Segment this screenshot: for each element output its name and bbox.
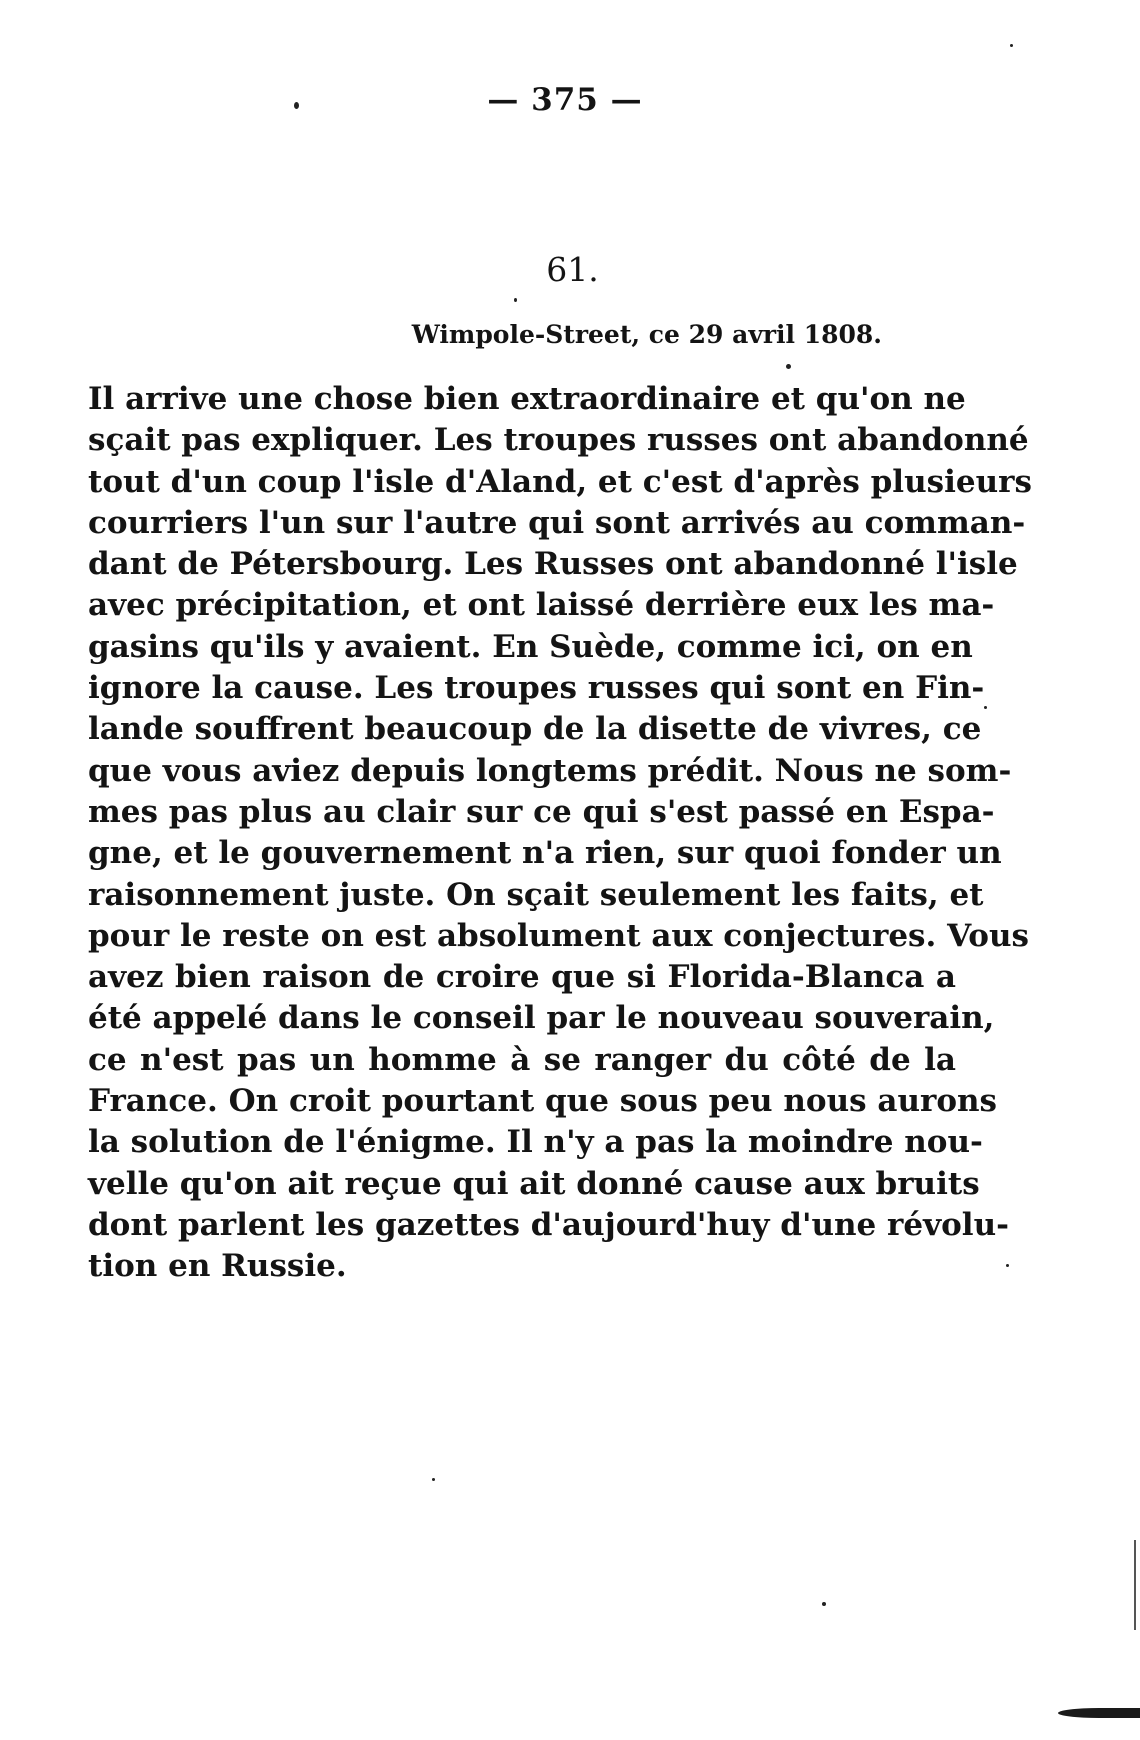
text-line: que vous aviez depuis longtems prédit. Nous ne som-: [88, 752, 1012, 789]
text-line: avec précipitation, et ont laissé derrière eux les ma-: [88, 587, 995, 624]
letter-dateline: Wimpole-Street, ce 29 avril 1808.: [411, 320, 882, 349]
text-line: été appelé dans le conseil par le nouveau souverain,: [88, 1000, 995, 1037]
text-line: tion en Russie.: [88, 1248, 347, 1285]
scan-speck: [432, 1478, 435, 1481]
scan-edge-mark: [1058, 1708, 1140, 1718]
text-line: courriers l'un sur l'autre qui sont arrivés au comman-: [88, 504, 1026, 541]
text-line: la solution de l'énigme. Il n'y a pas la moindre nou-: [88, 1124, 983, 1161]
scan-speck: [822, 1602, 826, 1606]
scan-speck: [1010, 44, 1013, 47]
scan-speck: [514, 298, 517, 302]
text-line: Il arrive une chose bien extraordinaire et qu'on ne: [88, 381, 966, 417]
text-line: velle qu'on ait reçue qui ait donné cause aux bruits: [88, 1165, 980, 1202]
text-line: pour le reste on est absolument aux conjectures. Vous: [88, 917, 1029, 954]
text-line: gasins qu'ils y avaient. En Suède, comme ici, on en: [88, 628, 973, 665]
letter-number: 61.: [546, 250, 599, 289]
text-line: sçait pas expliquer. Les troupes russes ont abandonné: [88, 422, 1029, 459]
text-line: France. On croit pourtant que sous peu nous aurons: [88, 1083, 997, 1120]
text-line: ce n'est pas un homme à se ranger du côté de la: [88, 1041, 956, 1078]
text-line: dont parlent les gazettes d'aujourd'huy d'une révolu-: [88, 1206, 1009, 1243]
scan-edge-line: [1134, 1540, 1136, 1630]
page-number: — 375 —: [487, 82, 643, 118]
scan-speck: [1006, 1264, 1009, 1267]
text-line: tout d'un coup l'isle d'Aland, et c'est d'après plusieurs: [88, 463, 1032, 500]
text-line: ignore la cause. Les troupes russes qui sont en Fin-: [88, 670, 985, 707]
letter-body: [88, 379, 1032, 1288]
text-line: mes pas plus au clair sur ce qui s'est passé en Espa-: [88, 793, 995, 830]
scan-speck: [984, 706, 987, 709]
text-line: raisonnement juste. On sçait seulement les faits, et: [88, 876, 984, 913]
text-line: dant de Pétersbourg. Les Russes ont abandonné l'isle: [88, 546, 1018, 583]
text-line: lande souffrent beaucoup de la disette de vivres, ce: [88, 711, 982, 748]
text-line: gne, et le gouvernement n'a rien, sur quoi fonder un: [88, 835, 1002, 872]
scan-speck: [294, 102, 299, 109]
scan-speck: [786, 364, 791, 369]
text-line: avez bien raison de croire que si Florida-Blanca a: [88, 959, 956, 996]
